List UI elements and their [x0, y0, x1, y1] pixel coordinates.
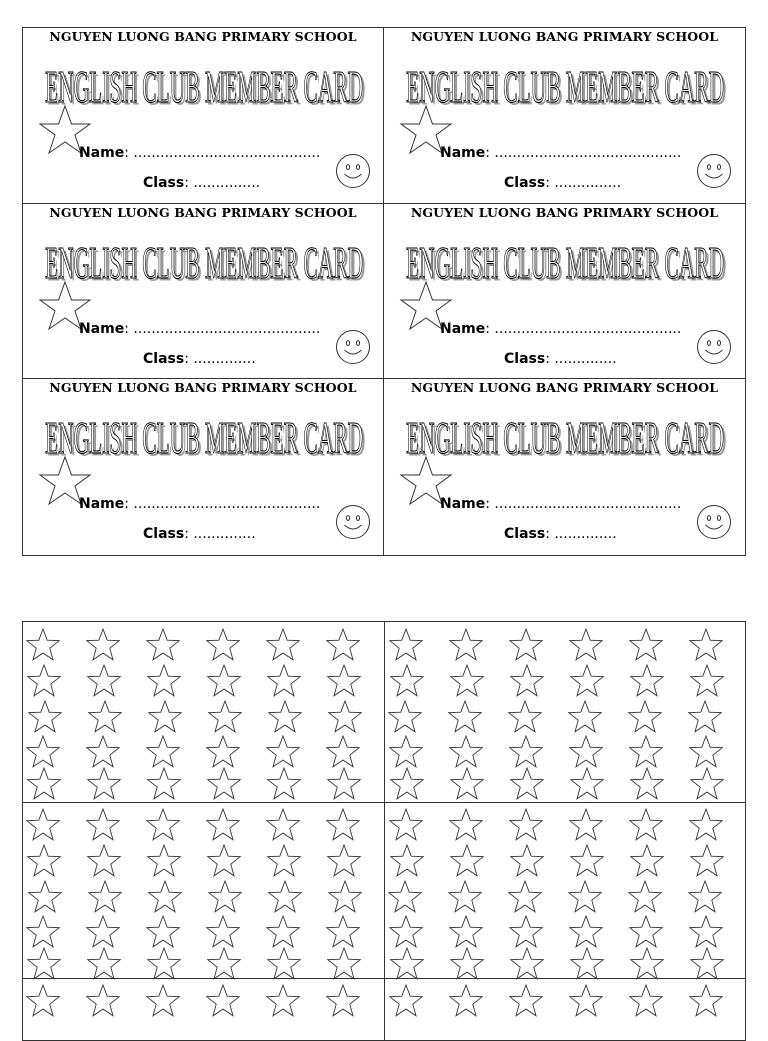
star-icon: [391, 768, 423, 799]
star-icon: [449, 701, 481, 732]
star-icon: [510, 629, 542, 660]
star-icon: [509, 881, 541, 912]
card-title-text: ENGLISH CLUB MEMBER CARD: [45, 412, 363, 461]
card-title-text: ENGLISH CLUB MEMBER CARD: [406, 61, 724, 110]
card-title-shadow: ENGLISH CLUB MEMBER CARD: [408, 239, 727, 286]
star-icon: [267, 985, 299, 1016]
star-icon: [511, 948, 543, 979]
name-blank: : ..........................................: [485, 496, 682, 512]
class-label: Class: [143, 526, 185, 542]
star-icon: [328, 665, 360, 696]
card-title: [402, 234, 728, 286]
name-blank: : ..........................................: [485, 321, 682, 337]
star-icon: [207, 736, 239, 767]
member-card: [23, 204, 384, 379]
star-icon: [390, 736, 422, 767]
star-icon: [571, 665, 603, 696]
star-icon: [328, 948, 360, 979]
name-blank: : ..........................................: [124, 496, 321, 512]
card-title: [41, 409, 367, 461]
star-icon: [691, 948, 723, 979]
star-icon: [268, 948, 300, 979]
name-label: Name: [440, 145, 486, 161]
star-icon: [629, 701, 661, 732]
star-icon: [510, 985, 542, 1016]
star-icon: [88, 948, 120, 979]
card-title: [402, 409, 728, 461]
star-icon: [569, 701, 601, 732]
name-blank: : ..........................................: [124, 145, 321, 161]
star-icon: [689, 701, 721, 732]
star-icon: [87, 736, 119, 767]
star-icon: [27, 809, 59, 840]
star-icon: [87, 916, 119, 947]
star-icon: [27, 916, 59, 947]
class-field: [143, 351, 256, 367]
star-icon: [88, 845, 120, 876]
star-icon: [209, 701, 241, 732]
star-icon: [451, 845, 483, 876]
star-icon: [207, 916, 239, 947]
star-icon: [451, 768, 483, 799]
star-icon: [28, 845, 60, 876]
star-icon: [89, 701, 121, 732]
star-icon: [28, 948, 60, 979]
star-icon: [570, 809, 602, 840]
star-icon: [329, 701, 361, 732]
star-icon: [570, 916, 602, 947]
star-icon: [510, 736, 542, 767]
star-icon: [328, 845, 360, 876]
member-card: [23, 379, 384, 555]
star-icon: [268, 845, 300, 876]
star-icon: [269, 881, 301, 912]
star-icon: [209, 881, 241, 912]
star-icon: [391, 845, 423, 876]
card-title: [41, 234, 367, 286]
smiley-face-icon: [696, 329, 732, 365]
member-card: [384, 379, 745, 555]
star-icon: [630, 809, 662, 840]
star-icon: [511, 845, 543, 876]
star-icon: [87, 985, 119, 1016]
star-icon: [450, 629, 482, 660]
name-field: [79, 145, 320, 161]
star-icon: [269, 701, 301, 732]
star-icon: [208, 845, 240, 876]
star-icon: [630, 629, 662, 660]
name-label: Name: [440, 496, 486, 512]
star-icon: [631, 845, 663, 876]
star-icon: [630, 916, 662, 947]
star-icon: [147, 629, 179, 660]
star-icon: [267, 736, 299, 767]
school-name: NGUYEN LUONG BANG PRIMARY SCHOOL: [410, 205, 719, 220]
star-icon: [27, 629, 59, 660]
member-card: [384, 28, 745, 204]
school-name: NGUYEN LUONG BANG PRIMARY SCHOOL: [49, 380, 357, 395]
smiley-face-icon: [335, 153, 371, 189]
star-icon: [147, 916, 179, 947]
name-field: [440, 321, 681, 337]
school-name: NGUYEN LUONG BANG PRIMARY SCHOOL: [410, 29, 719, 44]
name-label: Name: [79, 145, 125, 161]
star-icon: [28, 768, 60, 799]
star-icon: [328, 768, 360, 799]
class-blank: : ...............: [545, 175, 622, 191]
smiley-face-icon: [696, 153, 732, 189]
class-field: [504, 351, 617, 367]
star-icon: [149, 701, 181, 732]
name-label: Name: [79, 321, 125, 337]
star-icon: [629, 881, 661, 912]
class-field: [504, 526, 617, 542]
class-blank: : ..............: [184, 351, 256, 367]
member-cards-grid: [22, 27, 746, 556]
star-icon: [327, 916, 359, 947]
star-sheet: [22, 621, 746, 1041]
name-field: [440, 496, 681, 512]
star-icon: [208, 948, 240, 979]
star-icon: [208, 768, 240, 799]
star-icon: [267, 916, 299, 947]
star-icon: [268, 665, 300, 696]
star-icon: [391, 948, 423, 979]
class-blank: : ..............: [545, 351, 617, 367]
star-icon: [327, 629, 359, 660]
star-icon: [570, 736, 602, 767]
star-icon: [630, 736, 662, 767]
star-icon: [691, 845, 723, 876]
star-icon: [88, 665, 120, 696]
star-icon: [87, 629, 119, 660]
card-title-shadow: ENGLISH CLUB MEMBER CARD: [47, 63, 366, 110]
school-name: NGUYEN LUONG BANG PRIMARY SCHOOL: [49, 29, 357, 44]
star-icon: [147, 985, 179, 1016]
smiley-face-icon: [335, 504, 371, 540]
class-label: Class: [143, 351, 185, 367]
star-icon: [29, 881, 61, 912]
star-icon: [87, 809, 119, 840]
card-title-text: ENGLISH CLUB MEMBER CARD: [406, 412, 724, 461]
card-title: [41, 58, 367, 110]
class-blank: : ...............: [184, 175, 261, 191]
smiley-face-icon: [696, 504, 732, 540]
class-label: Class: [504, 526, 546, 542]
name-field: [79, 496, 320, 512]
star-icon: [389, 881, 421, 912]
star-icon: [27, 736, 59, 767]
name-blank: : ..........................................: [124, 321, 321, 337]
star-icon: [449, 881, 481, 912]
star-icon: [690, 916, 722, 947]
star-icon: [571, 948, 603, 979]
class-field: [143, 526, 256, 542]
card-title-shadow: ENGLISH CLUB MEMBER CARD: [408, 414, 727, 461]
star-icon: [689, 881, 721, 912]
member-card: [23, 28, 384, 204]
star-icon: [390, 916, 422, 947]
star-icon: [510, 809, 542, 840]
name-label: Name: [79, 496, 125, 512]
name-field: [79, 321, 320, 337]
star-icon: [207, 809, 239, 840]
star-icon: [450, 985, 482, 1016]
star-icon: [390, 629, 422, 660]
star-icon: [147, 809, 179, 840]
star-icon: [450, 809, 482, 840]
star-icon: [451, 665, 483, 696]
star-icon: [451, 948, 483, 979]
star-icon: [570, 985, 602, 1016]
class-field: [143, 175, 260, 191]
star-icon: [691, 665, 723, 696]
star-icon: [268, 768, 300, 799]
star-grid: [23, 622, 745, 1023]
star-icon: [390, 809, 422, 840]
smiley-face-icon: [335, 329, 371, 365]
card-title-text: ENGLISH CLUB MEMBER CARD: [406, 237, 724, 286]
star-icon: [148, 948, 180, 979]
star-icon: [631, 768, 663, 799]
star-icon: [511, 665, 543, 696]
star-icon: [690, 809, 722, 840]
star-icon: [207, 985, 239, 1016]
star-icon: [148, 665, 180, 696]
star-icon: [631, 665, 663, 696]
star-icon: [148, 845, 180, 876]
card-title-text: ENGLISH CLUB MEMBER CARD: [45, 61, 363, 110]
star-icon: [147, 736, 179, 767]
card-title-shadow: ENGLISH CLUB MEMBER CARD: [47, 239, 366, 286]
star-icon: [149, 881, 181, 912]
star-icon: [570, 629, 602, 660]
class-blank: : ..............: [545, 526, 617, 542]
star-icon: [569, 881, 601, 912]
star-icon: [391, 665, 423, 696]
star-icon: [327, 985, 359, 1016]
star-icon: [691, 768, 723, 799]
star-icon: [509, 701, 541, 732]
star-icon: [571, 768, 603, 799]
card-title-shadow: ENGLISH CLUB MEMBER CARD: [408, 63, 727, 110]
star-icon: [511, 768, 543, 799]
star-icon: [208, 665, 240, 696]
star-icon: [631, 948, 663, 979]
star-icon: [29, 701, 61, 732]
star-icon: [89, 881, 121, 912]
star-icon: [450, 736, 482, 767]
class-label: Class: [143, 175, 185, 191]
class-field: [504, 175, 621, 191]
card-title-shadow: ENGLISH CLUB MEMBER CARD: [47, 414, 366, 461]
star-icon: [389, 701, 421, 732]
class-blank: : ..............: [184, 526, 256, 542]
star-icon: [28, 665, 60, 696]
star-icon: [329, 881, 361, 912]
class-label: Class: [504, 351, 546, 367]
star-icon: [630, 985, 662, 1016]
star-icon: [88, 768, 120, 799]
class-label: Class: [504, 175, 546, 191]
star-icon: [510, 916, 542, 947]
star-icon: [267, 629, 299, 660]
card-title: [402, 58, 728, 110]
member-card: [384, 204, 745, 379]
star-icon: [690, 736, 722, 767]
star-icon: [450, 916, 482, 947]
star-icon: [571, 845, 603, 876]
star-icon: [327, 736, 359, 767]
star-icon: [207, 629, 239, 660]
star-icon: [148, 768, 180, 799]
card-title-text: ENGLISH CLUB MEMBER CARD: [45, 237, 363, 286]
star-icon: [327, 809, 359, 840]
name-field: [440, 145, 681, 161]
star-icon: [690, 985, 722, 1016]
school-name: NGUYEN LUONG BANG PRIMARY SCHOOL: [49, 205, 357, 220]
star-icon: [390, 985, 422, 1016]
school-name: NGUYEN LUONG BANG PRIMARY SCHOOL: [410, 380, 719, 395]
star-icon: [690, 629, 722, 660]
name-blank: : ..........................................: [485, 145, 682, 161]
star-icon: [267, 809, 299, 840]
name-label: Name: [440, 321, 486, 337]
star-icon: [27, 985, 59, 1016]
